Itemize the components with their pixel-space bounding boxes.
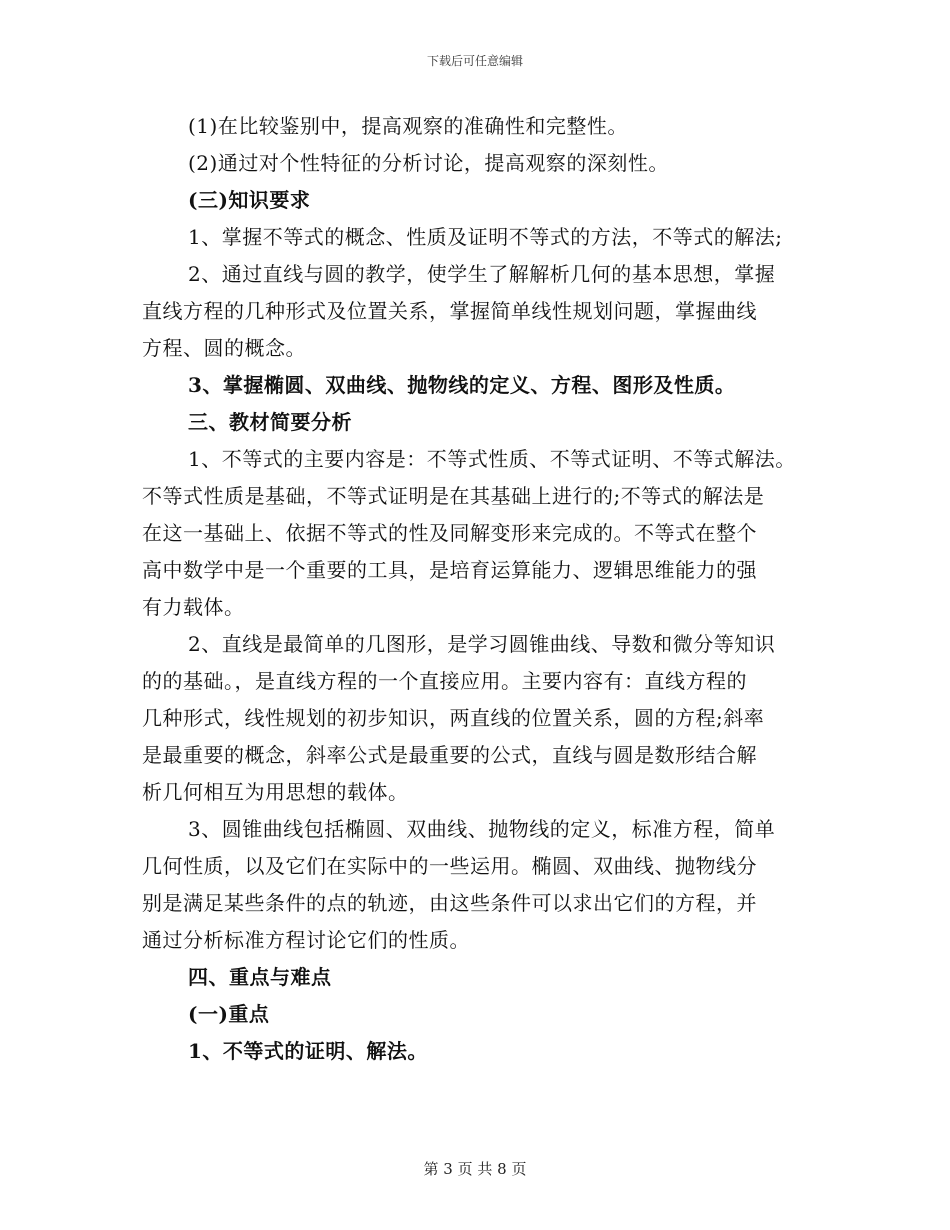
bold-line: 1、不等式的证明、解法。 (188, 1039, 428, 1063)
paragraph-line: 别是满足某些条件的点的轨迹，由这些条件可以求出它们的方程，并 (142, 891, 757, 915)
paragraph-line: 有力载体。 (142, 595, 245, 619)
paragraph-line: 1、不等式的主要内容是：不等式性质、不等式证明、不等式解法。 (188, 447, 796, 471)
paragraph-line: 的的基础。，是直线方程的一个直接应用。主要内容有：直线方程的 (142, 669, 747, 693)
paragraph-line: 高中数学中是一个重要的工具，是培育运算能力、逻辑思维能力的强 (142, 558, 757, 582)
document-body (142, 108, 832, 1070)
paragraph-line: 2、通过直线与圆的教学，使学生了解解析几何的基本思想，掌握 (188, 262, 776, 286)
paragraph-line: 是最重要的概念，斜率公式是最重要的公式，直线与圆是数形结合解 (142, 743, 757, 767)
paragraph-line: 几何性质，以及它们在实际中的一些运用。椭圆、双曲线、抛物线分 (142, 854, 757, 878)
paragraph-line: 在这一基础上、依据不等式的性及同解变形来完成的。不等式在整个 (142, 521, 757, 545)
page-footer: 第 3 页 共 8 页 (423, 1160, 527, 1178)
paragraph-line: (1)在比较鉴别中，提高观察的准确性和完整性。 (188, 114, 628, 138)
page-header: 下载后可任意编辑 (426, 54, 523, 68)
section-heading: 三、教材简要分析 (188, 410, 352, 434)
paragraph-line: 不等式性质是基础，不等式证明是在其基础上进行的;不等式的解法是 (142, 484, 765, 508)
section-heading: 四、重点与难点 (188, 965, 332, 989)
paragraph-line: 几种形式，线性规划的初步知识，两直线的位置关系，圆的方程;斜率 (142, 706, 765, 730)
paragraph-line: 析几何相互为用思想的载体。 (142, 780, 409, 804)
paragraph-line: (2)通过对个性特征的分析讨论，提高观察的深刻性。 (188, 151, 669, 175)
paragraph-line: 直线方程的几种形式及位置关系，掌握简单线性规划问题，掌握曲线 (142, 299, 757, 323)
paragraph-line: 方程、圆的概念。 (142, 336, 306, 360)
paragraph-line: 2、直线是最简单的几图形，是学习圆锥曲线、导数和微分等知识 (188, 632, 776, 656)
section-heading: (三)知识要求 (188, 188, 311, 212)
paragraph-line: 3、圆锥曲线包括椭圆、双曲线、抛物线的定义，标准方程，简单 (188, 817, 776, 841)
section-heading: (一)重点 (188, 1002, 270, 1026)
bold-line: 3、掌握椭圆、双曲线、抛物线的定义、方程、图形及性质。 (188, 373, 736, 397)
paragraph-line: 通过分析标准方程讨论它们的性质。 (142, 928, 470, 952)
paragraph-line: 1、掌握不等式的概念、性质及证明不等式的方法，不等式的解法; (188, 225, 783, 249)
